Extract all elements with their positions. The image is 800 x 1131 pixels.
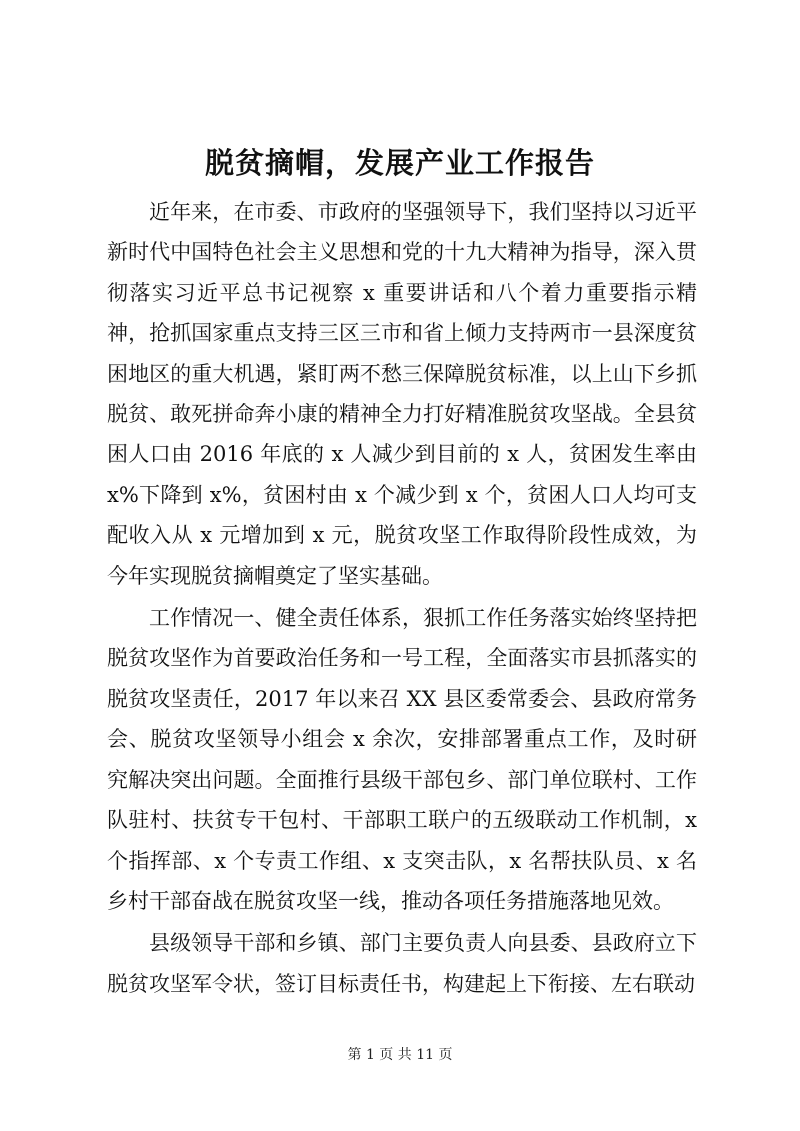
document-body [107, 192, 697, 1006]
document-title: 脱贫摘帽，发展产业工作报告 [204, 146, 595, 180]
page-number-footer: 第 1 页 共 11 页 [347, 1047, 453, 1063]
paragraph-work-status: 工作情况一、健全责任体系，狠抓工作任务落实始终坚持把脱贫攻坚作为首要政治任务和一号工程，全面落实市县抓落实的脱贫攻坚责任，2017 年以来召 XX 县区委常委会、县政府常务会、脱贫攻坚领导小组会 x 余次，安排部署重点工作，及时研究解决突出问题。全面推行县级干部包乡、部门单位联村、工作队驻村、扶贫专干包村、干部职工联户的五级联动工作机制，x 个指挥部、x 个专责工作组、x 支突击队，x 名帮扶队员、x 名乡村干部奋战在脱贫攻坚一线，推动各项任务措施落地见效。 [107, 606, 697, 913]
paragraph-intro: 近年来，在市委、市政府的坚强领导下，我们坚持以习近平新时代中国特色社会主义思想和党的十九大精神为指导，深入贯彻落实习近平总书记视察 x 重要讲话和八个着力重要指示精神，抢抓国家重点支持三区三市和省上倾力支持两市一县深度贫困地区的重大机遇，紧盯两不愁三保障脱贫标准，以上山下乡抓脱贫、敢死拼命奔小康的精神全力打好精准脱贫攻坚战。全县贫困人口由 2016 年底的 x 人减少到目前的 x 人，贫困发生率由 x%下降到 x%，贫困村由 x 个减少到 x 个，贫困人口人均可支配收入从 x 元增加到 x 元，脱贫攻坚工作取得阶段性成效，为今年实现脱贫摘帽奠定了坚实基础。 [107, 200, 697, 588]
paragraph-leadership: 县级领导干部和乡镇、部门主要负责人向县委、县政府立下脱贫攻坚军令状，签订目标责任书，构建起上下衔接、左右联动 [107, 931, 697, 996]
